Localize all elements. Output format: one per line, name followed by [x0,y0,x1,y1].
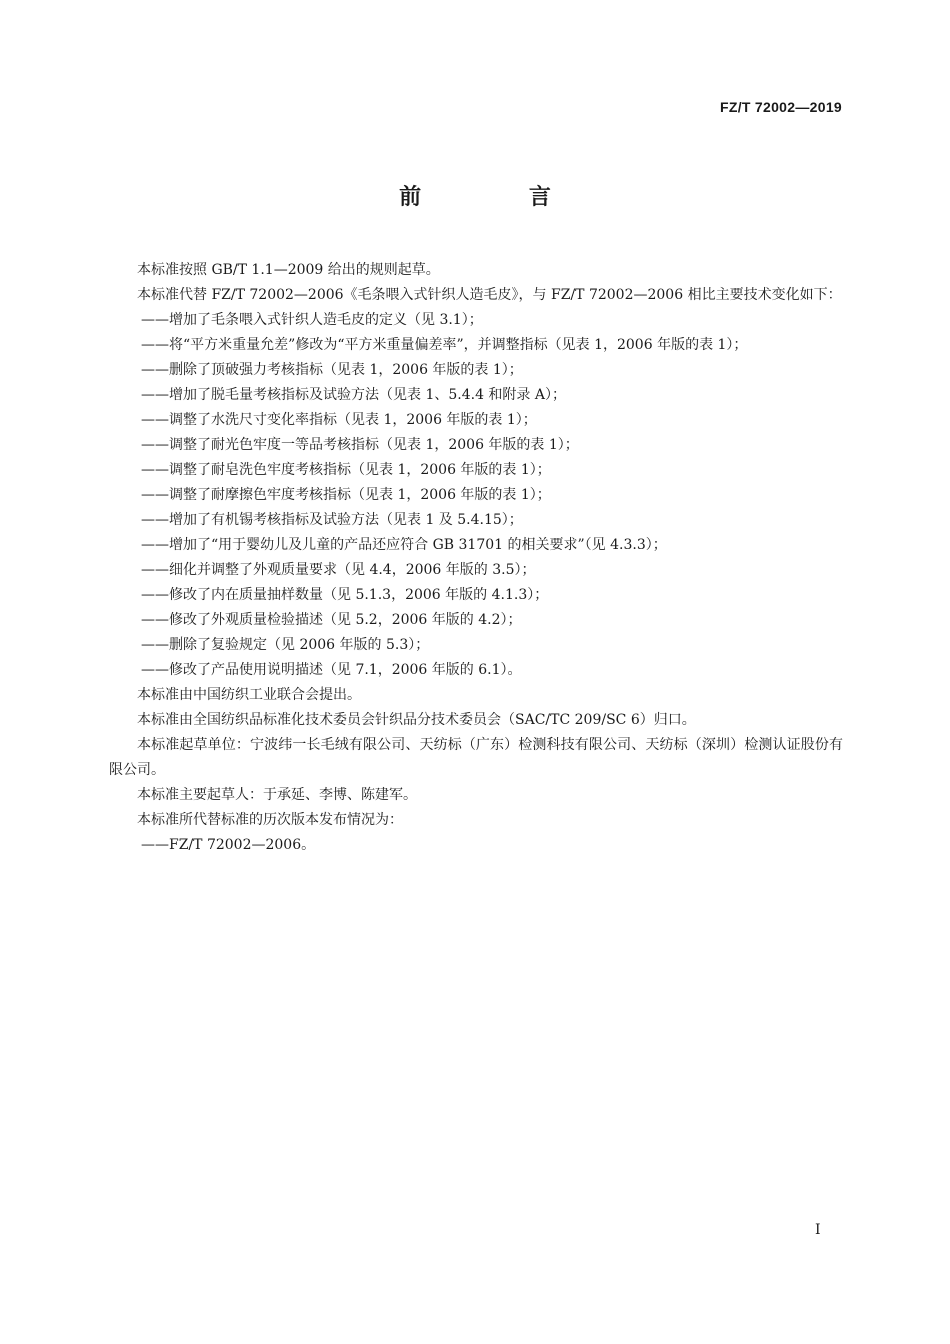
page-title: 前 言 [399,185,601,210]
change-item: ——增加了有机锡考核指标及试验方法（见表 1 及 5.4.15）； [141,512,523,528]
change-item: ——修改了内在质量抽样数量（见 5.1.3，2006 年版的 4.1.3）； [141,587,549,603]
change-item: ——增加了脱毛量考核指标及试验方法（见表 1、5.4.4 和附录 A）； [141,387,566,403]
history-item: ——FZ/T 72002—2006。 [141,837,316,853]
change-item: ——删除了顶破强力考核指标（见表 1，2006 年版的表 1）； [141,362,523,378]
change-item: ——修改了外观质量检验描述（见 5.2，2006 年版的 4.2）； [141,612,522,628]
change-item: ——调整了耐光色牢度一等品考核指标（见表 1，2006 年版的表 1）； [141,437,579,453]
foreword-body [109,258,843,858]
paragraph: 本标准由中国纺织工业联合会提出。 [137,687,361,703]
standard-code: FZ/T 72002—2019 [719,99,842,115]
paragraph: 本标准起草单位：宁波纬一长毛绒有限公司、天纺标（广东）检测科技有限公司、天纺标（深圳）检测认证股份有限公司。 [109,737,843,778]
paragraph: 本标准按照 GB/T 1.1—2009 给出的规则起草。 [137,262,440,278]
change-item: ——调整了耐摩擦色牢度考核指标（见表 1，2006 年版的表 1）； [141,487,551,503]
change-item: ——修改了产品使用说明描述（见 7.1，2006 年版的 6.1）。 [141,662,522,678]
change-item: ——删除了复验规定（见 2006 年版的 5.3）； [141,637,430,653]
paragraph: 本标准由全国纺织品标准化技术委员会针织品分技术委员会（SAC/TC 209/SC 6）归口。 [137,712,696,728]
change-item: ——调整了耐皂洗色牢度考核指标（见表 1，2006 年版的表 1）； [141,462,551,478]
change-item: ——调整了水洗尺寸变化率指标（见表 1，2006 年版的表 1）； [141,412,537,428]
paragraph: 本标准主要起草人：于承延、李博、陈建军。 [137,787,417,803]
change-item: ——增加了“用于婴幼儿及儿童的产品还应符合 GB 31701 的相关要求”（见 4.3.3）； [141,537,667,553]
change-item: ——将“平方米重量允差”修改为“平方米重量偏差率”，并调整指标（见表 1，2006 年版的表 1）； [141,337,748,353]
change-item: ——增加了毛条喂入式针织人造毛皮的定义（见 3.1）； [141,312,483,328]
paragraph: 本标准所代替标准的历次版本发布情况为： [137,812,403,828]
change-item: ——细化并调整了外观质量要求（见 4.4，2006 年版的 3.5）； [141,562,536,578]
paragraph: 本标准代替 FZ/T 72002—2006《毛条喂入式针织人造毛皮》，与 FZ/T 72002—2006 相比主要技术变化如下： [137,287,842,303]
page-number: I [815,1222,821,1238]
